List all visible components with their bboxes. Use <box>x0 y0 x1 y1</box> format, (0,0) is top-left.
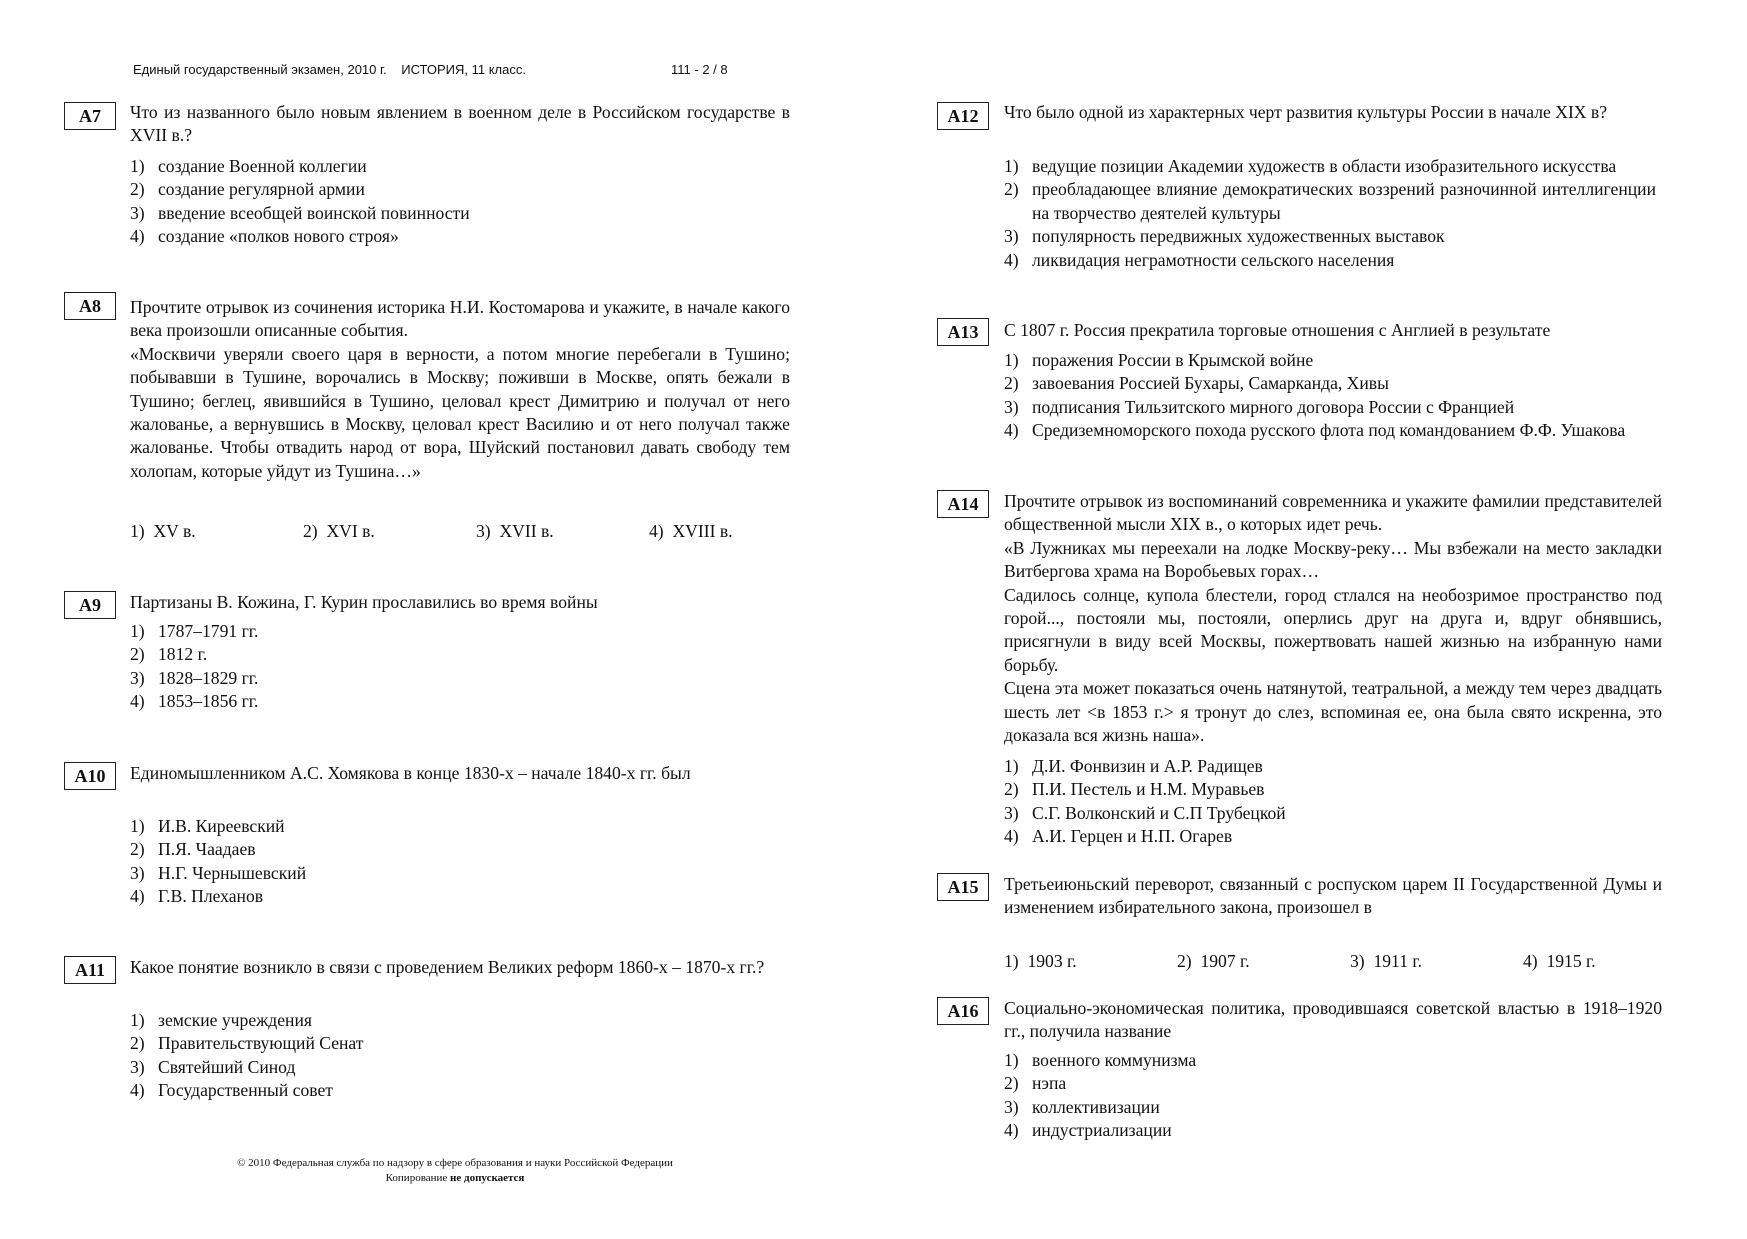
option: 1) поражения России в Крымской войне <box>1004 350 1314 370</box>
question-text-a8 <box>130 296 790 483</box>
option: 1) Д.И. Фонвизин и А.Р. Радищев <box>1004 756 1263 776</box>
option: 1) 1787–1791 гг. <box>130 621 259 641</box>
option: 3) коллективизации <box>1004 1096 1160 1117</box>
option: 4) 1915 г. <box>1523 951 1596 971</box>
option: 4) XVIII в. <box>649 521 733 541</box>
option: 1) ведущие позиции Академии художеств в области изобразительного искусства <box>1004 156 1617 176</box>
options-a13 <box>1004 349 1656 443</box>
question-text-a10: Единомышленником А.С. Хомякова в конце 1830-х – начале 1840-х гг. был <box>130 763 691 783</box>
question-text-a12: Что было одной из характерных черт развития культуры России в начале XIX в? <box>1004 102 1608 122</box>
option: 3) 1828–1829 гг. <box>130 667 259 688</box>
question-text-a14 <box>1004 490 1662 747</box>
option: 2) П.И. Пестель и Н.М. Муравьев <box>1004 779 1265 800</box>
options-a14 <box>1004 755 1656 849</box>
option: 2) завоевания Россией Бухары, Самарканда, Хивы <box>1004 373 1389 394</box>
question-label-a9: А9 <box>64 591 116 619</box>
question-prompt-a14: Прочтите отрывок из воспоминаний современника и укажите фамилии представителей общественной мысли XIX в., о которых идет речь. <box>1004 491 1662 535</box>
question-label-a8: А8 <box>64 292 116 320</box>
quote-a14-part3: Сцена эта может показаться очень натянутой, театральной, а между тем через двадцать шесть лет <в 1853 г.> я тронут до слез, вспоминая ее, она была свято искренна, это доказала вся жизнь наша». <box>1004 678 1662 746</box>
options-a7 <box>130 155 790 249</box>
copy-notice: Копирование не допускается <box>385 1172 525 1184</box>
question-text-a15: Третьеиюньский переворот, связанный с роспуском царем II Государственной Думы и изменением избирательного закона, произошел в <box>1004 874 1662 918</box>
option: 2) XVI в. <box>303 521 375 541</box>
option: 2) преобладающее влияние демократических воззрений разночинной интеллигенции на творчество деятелей культуры <box>1004 179 1656 223</box>
question-label-a10: А10 <box>64 762 116 790</box>
question-label-a12: А12 <box>937 102 989 130</box>
options-a11 <box>130 1009 790 1103</box>
options-a15 <box>1004 950 1696 973</box>
question-text-a13: С 1807 г. Россия прекратила торговые отношения с Англией в результате <box>1004 320 1551 340</box>
question-text-a9: Партизаны В. Кожина, Г. Курин прославились во время войны <box>130 592 598 612</box>
option: 4) Государственный совет <box>130 1080 333 1101</box>
option: 2) П.Я. Чаадаев <box>130 839 256 860</box>
option: 3) подписания Тильзитского мирного договора России с Францией <box>1004 396 1515 417</box>
option: 4) А.И. Герцен и Н.П. Огарев <box>1004 826 1233 847</box>
option: 1) земские учреждения <box>130 1010 312 1030</box>
subject-title: ИСТОРИЯ, 11 класс. <box>401 62 526 77</box>
page-header <box>133 62 526 77</box>
options-a9 <box>130 620 790 714</box>
option: 4) Г.В. Плеханов <box>130 886 264 907</box>
option: 1) создание Военной коллегии <box>130 156 367 176</box>
page-footer <box>185 1156 725 1186</box>
question-label-a7: А7 <box>64 102 116 130</box>
option: 1) И.В. Киреевский <box>130 816 285 836</box>
question-label-a14: А14 <box>937 490 989 518</box>
option: 2) 1812 г. <box>130 644 208 665</box>
option: 2) Правительствующий Сенат <box>130 1033 364 1054</box>
question-label-a16: А16 <box>937 997 989 1025</box>
option: 4) создание «полков нового строя» <box>130 226 399 247</box>
option: 1) 1903 г. <box>1004 951 1077 971</box>
option: 4) 1853–1856 гг. <box>130 691 259 712</box>
option: 3) введение всеобщей воинской повинности <box>130 202 470 223</box>
options-a8 <box>130 520 822 543</box>
options-a12 <box>1004 155 1656 272</box>
question-label-a11: А11 <box>64 956 116 984</box>
quote-a14-part1: «В Лужниках мы переехали на лодке Москву-реку… Мы взбежали на место закладки Витбергова храма на Воробьевых горах… <box>1004 537 1662 582</box>
option: 1) XV в. <box>130 521 196 541</box>
quote-a14-part2: Садилось солнце, купола блестели, город стлался на необозримое пространство под горой..., постояли мы, постояли, оперлись друг на друга и, вдруг обнявшись, присягнули в виду всей Москвы, пожертвовать нашей жизнью на избранную нами борьбу. <box>1004 584 1662 675</box>
option: 4) индустриализации <box>1004 1120 1172 1141</box>
option: 3) 1911 г. <box>1350 951 1423 971</box>
option: 2) создание регулярной армии <box>130 179 365 200</box>
option: 3) XVII в. <box>476 521 554 541</box>
option: 4) Средиземноморского похода русского флота под командованием Ф.Ф. Ушакова <box>1004 420 1626 441</box>
copyright-notice: © 2010 Федеральная служба по надзору в сфере образования и науки Российской Федерации <box>237 1157 673 1169</box>
option: 3) С.Г. Волконский и С.П Трубецкой <box>1004 802 1286 823</box>
option: 3) Н.Г. Чернышевский <box>130 862 307 883</box>
option: 2) 1907 г. <box>1177 951 1250 971</box>
page-number: 111 - 2 / 8 <box>671 62 728 77</box>
question-label-a15: А15 <box>937 873 989 901</box>
question-label-a13: А13 <box>937 318 989 346</box>
question-text-a7: Что из названного было новым явлением в военном деле в Российском государстве в XVII в.? <box>130 102 790 146</box>
option: 3) Святейший Синод <box>130 1056 296 1077</box>
quote-a8: «Москвичи уверяли своего царя в верности, а потом многие перебегали в Тушино; побывавши в Тушине, ворочались в Москву; поживши в Москве, опять бежали в Тушино; беглец, явившийся в Тушино, целовал крест Димитрию и получал от него жалованье, а вернувшись в Москву, целовал крест Василию и от него получал также жалованье. Чтобы отвадить народ от вора, Шуйский постановил давать свободу тем холопам, которые уйдут из Тушина…» <box>130 343 790 481</box>
exam-title: Единый государственный экзамен, 2010 г. <box>133 62 387 77</box>
question-text-a16: Социально-экономическая политика, проводившаяся советской властью в 1918–1920 гг., получила название <box>1004 998 1662 1042</box>
options-a10 <box>130 815 790 909</box>
options-a16 <box>1004 1049 1656 1143</box>
option: 2) нэпа <box>1004 1073 1067 1094</box>
question-text-a11: Какое понятие возникло в связи с проведением Великих реформ 1860-х – 1870-х гг.? <box>130 957 765 977</box>
option: 3) популярность передвижных художественных выставок <box>1004 226 1445 247</box>
option: 4) ликвидация неграмотности сельского населения <box>1004 249 1395 270</box>
question-prompt-a8: Прочтите отрывок из сочинения историка Н.И. Костомарова и укажите, в начале какого века произошли описанные события. <box>130 297 790 341</box>
option: 1) военного коммунизма <box>1004 1050 1197 1070</box>
